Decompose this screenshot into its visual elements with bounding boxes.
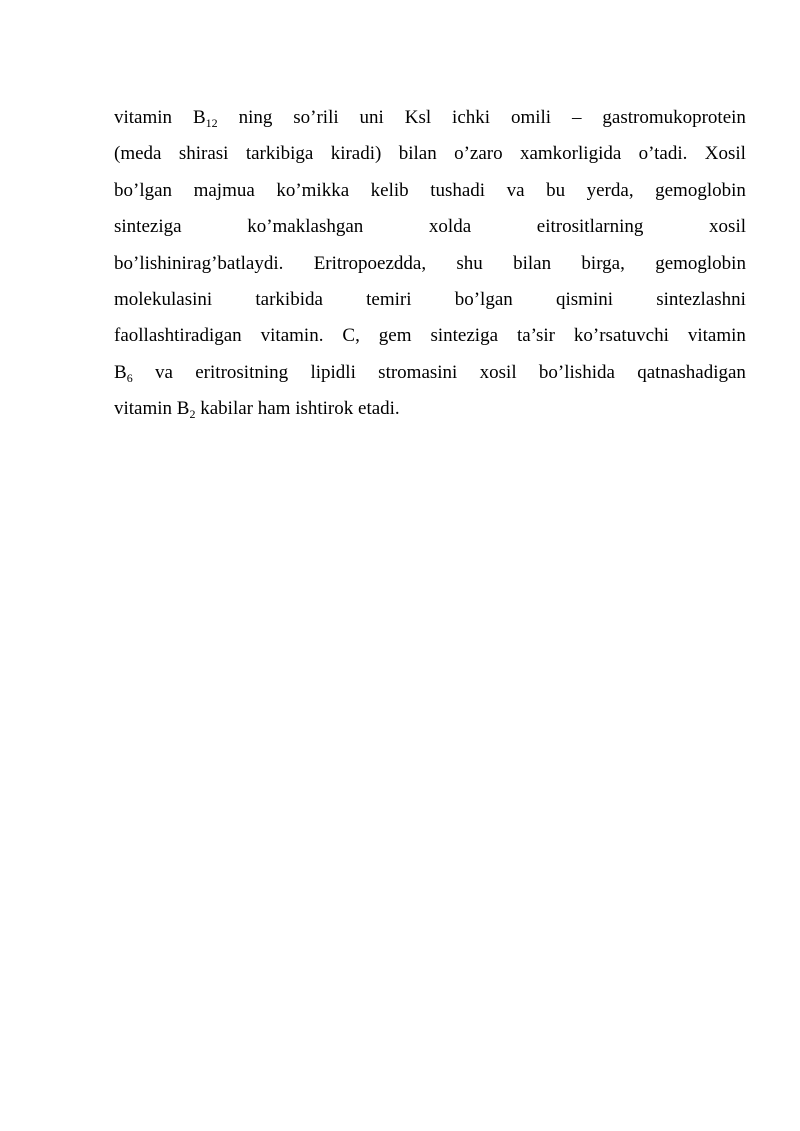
paragraph-word: xosil [709,216,746,238]
paragraph-line [114,318,746,354]
paragraph-word: shu [456,252,483,274]
paragraph-word: ko’mikka [276,179,350,201]
paragraph-word: yerda, [586,179,634,201]
paragraph-word: C, [342,325,360,347]
paragraph-word: – [571,107,582,128]
paragraph-line [114,246,746,282]
paragraph-word: qatnashadigan [637,361,746,383]
paragraph-word: molekulasini [114,288,213,310]
paragraph-word: shirasi [178,143,229,165]
paragraph-word: bo’lishinirag’batlaydi. [114,252,284,274]
paragraph-word: tarkibida [255,288,323,310]
paragraph-word: vitamin. [260,325,324,347]
paragraph-word: sinteziga [114,216,182,238]
paragraph-word: bo’lgan [454,288,513,310]
paragraph-word: gemoglobin [655,179,746,201]
paragraph-word: bu [546,179,566,201]
paragraph-word: $B_6$ [114,361,133,385]
paragraph-word: xolda [428,216,472,238]
paragraph-word: uni [359,107,384,128]
paragraph-word: tarkibiga [245,143,314,165]
paragraph-word: sintezlashni [656,288,746,310]
paragraph-word: $B_{12}$ [192,107,218,130]
paragraph-word: so’rili [293,107,339,128]
paragraph-word: bilan [398,143,437,165]
paragraph-line [114,355,746,391]
paragraph-word: temiri [366,288,412,310]
paragraph-word: bo’lishida [538,361,615,383]
paragraph-word: Ksl [404,107,432,128]
paragraph-word: eitrositlarning [536,216,644,238]
paragraph-word: qismini [556,288,614,310]
paragraph-word: majmua [193,179,255,201]
paragraph-line [114,209,746,245]
paragraph-word: vitamin [114,107,173,128]
paragraph-word: bilan [513,252,552,274]
paragraph-line [114,282,746,318]
paragraph-word: o’tadi. [638,143,688,165]
paragraph-word: kiradi) [330,143,382,165]
paragraph-word: ichki [452,107,491,128]
paragraph-word: sinteziga [430,325,498,347]
paragraph-word: va [506,179,525,201]
paragraph-word: ko’rsatuvchi [573,325,669,347]
paragraph-word: ning [238,107,273,128]
paragraph-word: o’zaro [454,143,503,165]
paragraph-word: gemoglobin [655,252,746,274]
body-paragraph [114,100,746,428]
paragraph-word: gem [378,325,412,347]
paragraph-line [114,173,746,209]
paragraph-line [114,136,746,172]
paragraph-word: Eritropoezdda, [313,252,427,274]
paragraph-word: gastromukoprotein [602,107,746,128]
paragraph-word: eritrositning [195,361,289,383]
paragraph-word: vitamin [687,325,746,347]
paragraph-word: ta’sir [516,325,555,347]
paragraph-word: va [155,361,173,383]
paragraph-word: vitamin $B_2$ kabilar ham ishtirok etadi. [114,398,400,422]
paragraph-word: faollashtiradigan [114,325,242,347]
paragraph-line [114,100,746,136]
paragraph-word: tushadi [430,179,486,201]
paragraph-word: bo’lgan [114,179,173,201]
paragraph-word: ko’maklashgan [247,216,364,238]
paragraph-word: lipidli [310,361,356,383]
paragraph-word: stromasini [378,361,458,383]
paragraph-word: kelib [370,179,409,201]
paragraph-line [114,391,746,427]
paragraph-word: omili [510,107,552,128]
paragraph-word: xosil [479,361,517,383]
paragraph-word: birga, [581,252,625,274]
paragraph-word: xamkorligida [519,143,622,165]
paragraph-word: (meda [114,143,162,165]
paragraph-word: Xosil [704,143,746,165]
